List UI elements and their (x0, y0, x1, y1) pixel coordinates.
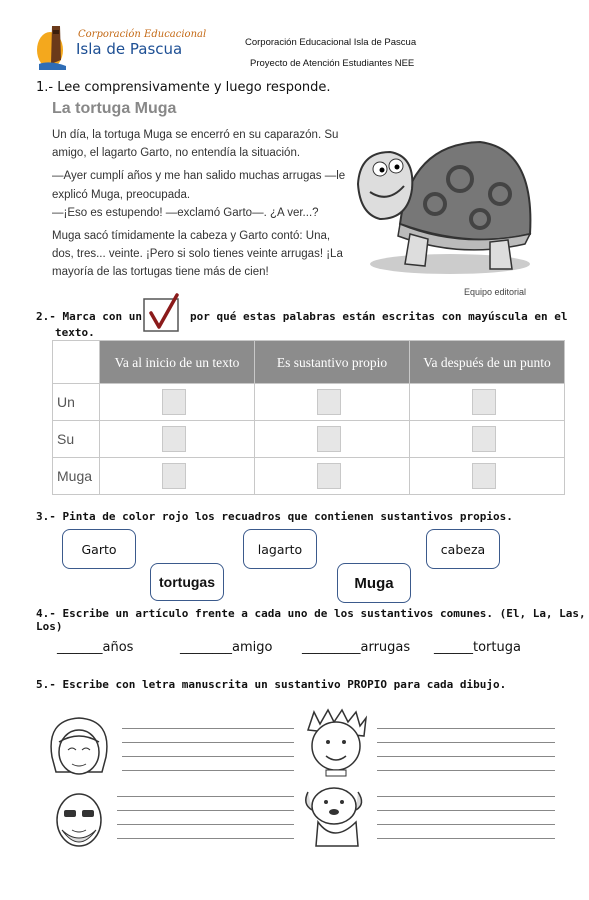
word-box[interactable]: lagarto (243, 529, 317, 569)
word-box[interactable]: Muga (337, 563, 411, 603)
instruction-1: 1.- Lee comprensivamente y luego responde. (36, 80, 331, 95)
table-row (53, 458, 565, 495)
checkbox[interactable] (162, 463, 186, 489)
word-box[interactable]: Garto (62, 529, 136, 569)
checkbox[interactable] (472, 389, 496, 415)
girl-face-drawing (44, 712, 114, 782)
writing-line[interactable] (377, 742, 555, 743)
writing-line[interactable] (122, 770, 294, 771)
table-header-row (53, 341, 565, 384)
checkbox[interactable] (162, 426, 186, 452)
school-name: Corporación Educacional Isla de Pascua (245, 37, 417, 48)
checkbox[interactable] (472, 426, 496, 452)
table-row (53, 421, 565, 458)
instruction-3: 3.- Pinta de color rojo los recuadros que contienen sustantivos propios. (36, 510, 513, 523)
column-header: Es sustantivo propio (255, 341, 410, 384)
writing-line[interactable] (377, 838, 555, 839)
instruction-5: 5.- Escribe con letra manuscrita un sustantivo PROPIO para cada dibujo. (36, 678, 507, 691)
writing-line[interactable] (377, 728, 555, 729)
story-paragraph: Muga sacó tímidamente la cabeza y Garto contó: Una, dos, tres... veinte. ¡Pero si solo tienes veinte arrugas! ¡La mayoría de las tortugas tiene más de cien! (52, 230, 343, 279)
moai-logo-icon (36, 20, 70, 72)
checkbox[interactable] (317, 463, 341, 489)
writing-line[interactable] (117, 824, 294, 825)
column-header: Va después de un punto (410, 341, 565, 384)
checkbox[interactable] (472, 463, 496, 489)
article-blank[interactable]: ______tortuga (434, 640, 521, 655)
project-name: Proyecto de Atención Estudiantes NEE (250, 58, 415, 69)
story-paragraph: —¡Eso es estupendo! —exclamó Garto—. ¿A ver...? (52, 206, 319, 219)
row-word: Su (53, 421, 100, 458)
story-paragraph: Un día, la tortuga Muga se encerró en su caparazón. Su amigo, el lagarto Garto, no entendía la situación. (52, 129, 339, 160)
logo-title: Isla de Pascua (76, 40, 183, 58)
table-row (53, 384, 565, 421)
writing-line[interactable] (117, 796, 294, 797)
word-box[interactable]: cabeza (426, 529, 500, 569)
writing-line[interactable] (117, 810, 294, 811)
column-header: Va al inicio de un texto (100, 341, 255, 384)
writing-line[interactable] (377, 810, 555, 811)
turtle-illustration (340, 124, 540, 279)
writing-line[interactable] (122, 728, 294, 729)
article-blank[interactable]: _______años (57, 640, 134, 655)
writing-line[interactable] (377, 770, 555, 771)
story-title: La tortuga Muga (52, 100, 177, 117)
writing-line[interactable] (122, 742, 294, 743)
checkbox[interactable] (162, 389, 186, 415)
writing-line[interactable] (377, 756, 555, 757)
writing-line[interactable] (122, 756, 294, 757)
article-blank[interactable]: ________amigo (180, 640, 273, 655)
checkbox[interactable] (317, 389, 341, 415)
man-face-drawing (44, 786, 114, 856)
writing-line[interactable] (377, 796, 555, 797)
checkbox[interactable] (317, 426, 341, 452)
capitalization-table (52, 340, 565, 495)
instruction-4: 4.- Escribe un artículo frente a cada uno de los sustantivos comunes. (El, La, Las, Los) (36, 607, 586, 633)
story-credit: Equipo editorial (464, 287, 527, 297)
instruction-2-continued: por qué estas palabras están escritas con mayúscula en el (190, 310, 568, 323)
boy-face-drawing (300, 708, 372, 780)
word-box[interactable]: tortugas (150, 563, 224, 601)
dog-drawing (298, 782, 372, 852)
logo-subtitle: Corporación Educacional (78, 29, 207, 40)
article-blank[interactable]: _________arrugas (302, 640, 411, 655)
story-text (52, 126, 352, 287)
writing-line[interactable] (117, 838, 294, 839)
story-paragraph: —Ayer cumplí años y me han salido muchas arrugas —le explicó Muga, preocupada. (52, 170, 346, 201)
instruction-2: 2.- Marca con un (36, 310, 142, 323)
table-corner (53, 341, 100, 384)
writing-line[interactable] (377, 824, 555, 825)
row-word: Un (53, 384, 100, 421)
checkmark-box-icon (143, 293, 183, 333)
instruction-2-end: texto. (55, 326, 95, 339)
row-word: Muga (53, 458, 100, 495)
